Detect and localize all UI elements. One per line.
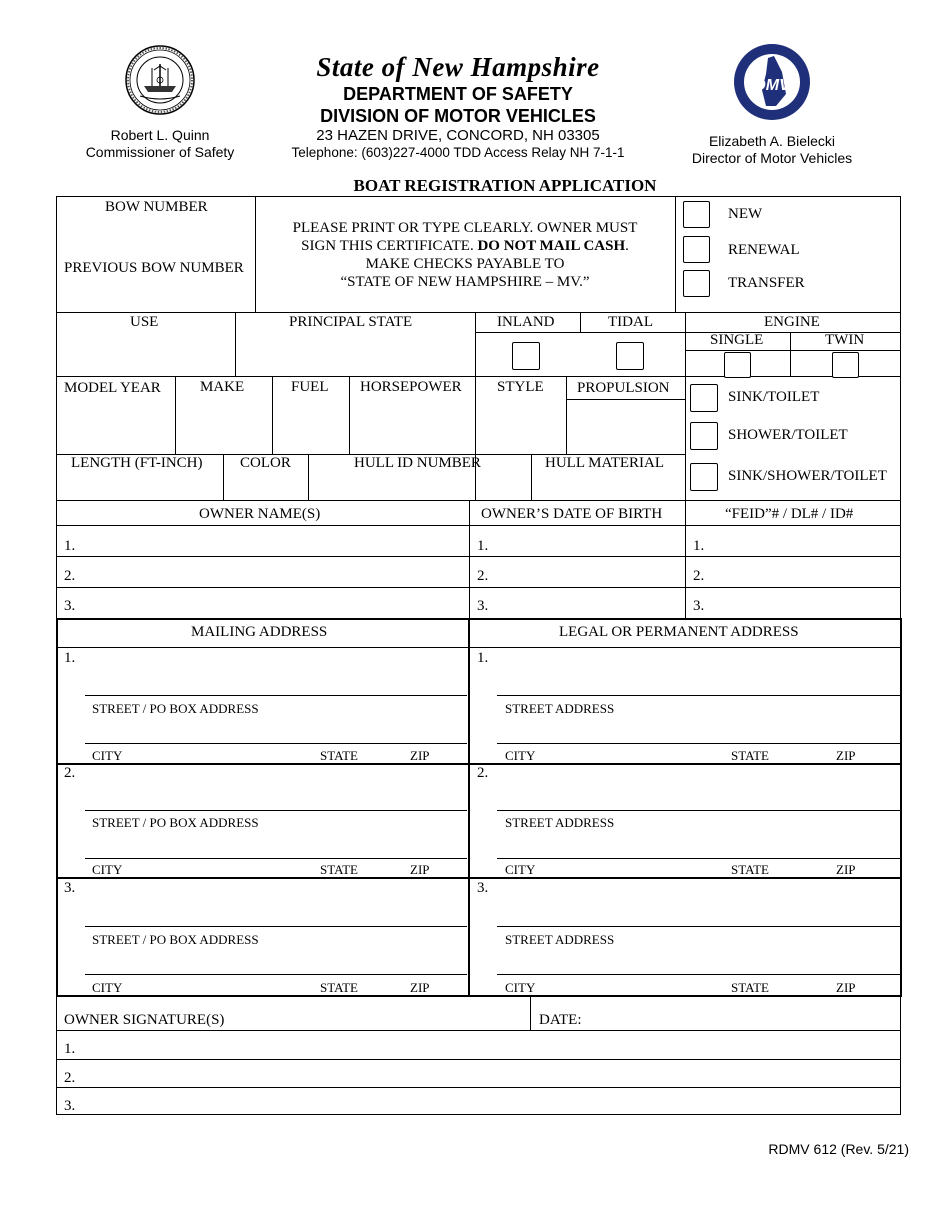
instructions-period: . (625, 238, 629, 254)
new-label: NEW (728, 206, 763, 222)
sink-shower-toilet-label: SINK/SHOWER/TOILET (728, 468, 887, 484)
mailing-city-3-label: CITY (92, 980, 123, 995)
director-name: Elizabeth A. Bielecki (708, 133, 836, 149)
legal-street-2-label: STREET ADDRESS (505, 815, 615, 830)
length-label: LENGTH (FT-INCH) (71, 455, 203, 471)
owner-signature-3[interactable]: 3. (64, 1098, 76, 1114)
mailing-zip-2-label: ZIP (410, 862, 430, 877)
legal-address-header: LEGAL OR PERMANENT ADDRESS (559, 624, 799, 640)
transfer-label: TRANSFER (728, 275, 805, 291)
owner-signature-1[interactable]: 1. (64, 1041, 76, 1057)
hull-material-label: HULL MATERIAL (545, 455, 665, 471)
legal-street-3-label: STREET ADDRESS (505, 932, 615, 947)
mailing-state-2-label: STATE (320, 862, 358, 877)
mailing-address-3-number: 3. (64, 880, 76, 896)
mailing-street-3-label: STREET / PO BOX ADDRESS (92, 932, 259, 947)
horsepower-label: HORSEPOWER (360, 379, 462, 395)
sink-shower-toilet-checkbox[interactable] (690, 463, 718, 491)
legal-state-3-label: STATE (731, 980, 769, 995)
shower-toilet-label: SHOWER/TOILET (728, 427, 848, 443)
principal-state-label: PRINCIPAL STATE (289, 314, 413, 330)
dmv-logo (732, 42, 812, 122)
mailing-street-2-label: STREET / PO BOX ADDRESS (92, 815, 259, 830)
no-cash-warning: DO NOT MAIL CASH (477, 238, 626, 254)
mailing-address-1-number: 1. (64, 650, 76, 666)
mailing-address-header: MAILING ADDRESS (191, 624, 328, 640)
owner-id-1[interactable]: 1. (693, 538, 705, 554)
owner-name-3[interactable]: 3. (64, 598, 76, 614)
tidal-checkbox[interactable] (616, 342, 644, 370)
owner-dob-3[interactable]: 3. (477, 598, 489, 614)
bow-number-label: BOW NUMBER (105, 199, 208, 215)
inland-checkbox[interactable] (512, 342, 540, 370)
owner-name-1[interactable]: 1. (64, 538, 76, 554)
renewal-label: RENEWAL (728, 242, 800, 258)
propulsion-label: PROPULSION (577, 380, 670, 396)
make-label: MAKE (200, 379, 245, 395)
legal-address-1-number: 1. (477, 650, 489, 666)
twin-engine-checkbox[interactable] (832, 352, 859, 378)
form-number: RDMV 612 (Rev. 5/21) (768, 1141, 909, 1157)
instructions-line-4: “STATE OF NEW HAMPSHIRE – MV.” (340, 274, 590, 290)
renewal-checkbox[interactable] (683, 236, 710, 263)
model-year-label: MODEL YEAR (64, 380, 161, 396)
mailing-street-1-label: STREET / PO BOX ADDRESS (92, 701, 259, 716)
owner-signature-label: OWNER SIGNATURE(S) (64, 1012, 225, 1028)
engine-label: ENGINE (764, 314, 820, 330)
signature-date-label[interactable]: DATE: (539, 1012, 582, 1028)
new-checkbox[interactable] (683, 201, 710, 228)
sink-toilet-label: SINK/TOILET (728, 389, 820, 405)
hull-id-label: HULL ID NUMBER (354, 455, 481, 471)
mailing-city-1-label: CITY (92, 748, 123, 763)
shower-toilet-checkbox[interactable] (690, 422, 718, 450)
sink-toilet-checkbox[interactable] (690, 384, 718, 412)
director-title: Director of Motor Vehicles (691, 150, 853, 166)
legal-city-2-label: CITY (505, 862, 536, 877)
transfer-checkbox[interactable] (683, 270, 710, 297)
twin-label: TWIN (825, 332, 865, 348)
mailing-state-1-label: STATE (320, 748, 358, 763)
color-label: COLOR (240, 455, 291, 471)
inland-label: INLAND (497, 314, 555, 330)
mailing-state-3-label: STATE (320, 980, 358, 995)
owner-id-2[interactable]: 2. (693, 568, 705, 584)
mailing-city-2-label: CITY (92, 862, 123, 877)
single-engine-checkbox[interactable] (724, 352, 751, 378)
mailing-zip-1-label: ZIP (410, 748, 430, 763)
instructions-line-3: MAKE CHECKS PAYABLE TO (365, 256, 565, 272)
commissioner-title: Commissioner of Safety (85, 144, 235, 160)
single-label: SINGLE (710, 332, 764, 348)
style-label: STYLE (497, 379, 544, 395)
owner-dob-1[interactable]: 1. (477, 538, 489, 554)
owner-dob-2[interactable]: 2. (477, 568, 489, 584)
legal-address-2-number: 2. (477, 765, 489, 781)
previous-bow-number-label: PREVIOUS BOW NUMBER (64, 260, 244, 276)
agency-phone: Telephone: (603)227-4000 TDD Access Relay NH 7-1-1 (291, 145, 625, 160)
legal-state-2-label: STATE (731, 862, 769, 877)
dmv-logo-text: DMV (754, 77, 790, 94)
form-title: BOAT REGISTRATION APPLICATION (353, 176, 657, 195)
legal-address-3-number: 3. (477, 880, 489, 896)
instructions-line-1: PLEASE PRINT OR TYPE CLEARLY. OWNER MUST (292, 220, 638, 236)
division-title: DIVISION OF MOTOR VEHICLES (320, 106, 596, 126)
tidal-label: TIDAL (608, 314, 653, 330)
legal-street-1-label: STREET ADDRESS (505, 701, 615, 716)
legal-city-3-label: CITY (505, 980, 536, 995)
state-title: State of New Hampshire (316, 52, 600, 82)
owner-name-2[interactable]: 2. (64, 568, 76, 584)
owner-id-header: “FEID”# / DL# / ID# (725, 506, 854, 522)
legal-zip-3-label: ZIP (836, 980, 856, 995)
commissioner-name: Robert L. Quinn (110, 127, 210, 143)
owner-dob-header: OWNER’S DATE OF BIRTH (481, 506, 663, 522)
legal-state-1-label: STATE (731, 748, 769, 763)
legal-city-1-label: CITY (505, 748, 536, 763)
agency-address: 23 HAZEN DRIVE, CONCORD, NH 03305 (316, 127, 600, 144)
owner-id-3[interactable]: 3. (693, 598, 705, 614)
fuel-label: FUEL (291, 379, 329, 395)
use-label: USE (130, 314, 159, 330)
owner-signature-2[interactable]: 2. (64, 1070, 76, 1086)
instructions (258, 219, 672, 291)
mailing-zip-3-label: ZIP (410, 980, 430, 995)
legal-zip-2-label: ZIP (836, 862, 856, 877)
owner-names-header: OWNER NAME(S) (199, 506, 321, 522)
state-seal-logo (124, 44, 196, 116)
department-title: DEPARTMENT OF SAFETY (343, 84, 573, 104)
legal-zip-1-label: ZIP (836, 748, 856, 763)
instructions-line-2: SIGN THIS CERTIFICATE. (301, 238, 478, 254)
mailing-address-2-number: 2. (64, 765, 76, 781)
